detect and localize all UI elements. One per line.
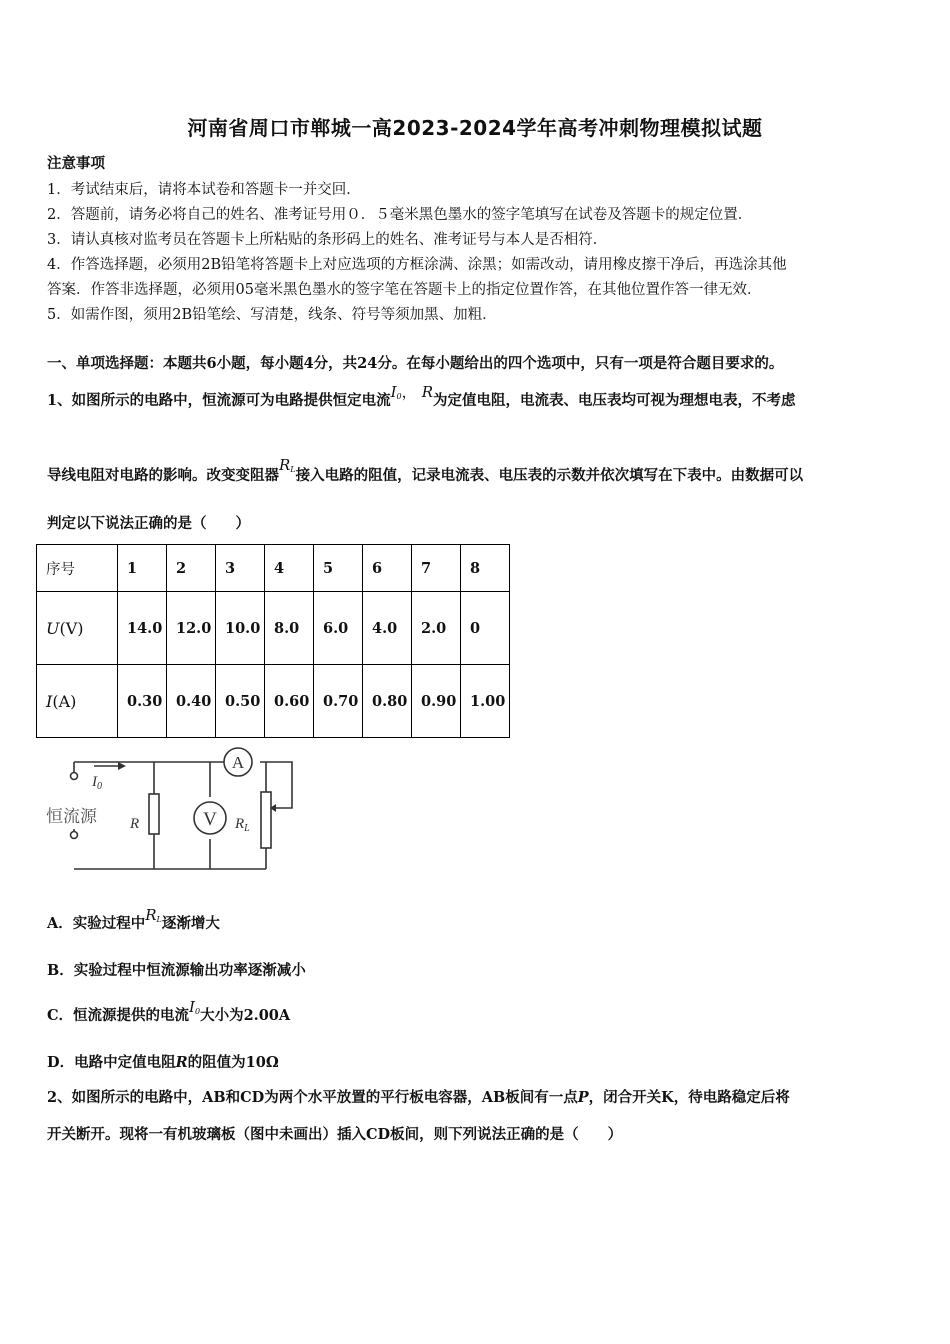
table-cell: 0 xyxy=(461,592,510,665)
q1-text-line1 xyxy=(47,383,796,410)
table-cell: 10.0 xyxy=(216,592,265,665)
resistor-r-shape xyxy=(149,794,159,834)
table-cell: 4.0 xyxy=(363,592,412,665)
table-cell: 0.70 xyxy=(314,665,363,738)
table-cell: 12.0 xyxy=(167,592,216,665)
table-cell: 0.60 xyxy=(265,665,314,738)
q1-text-line2 xyxy=(47,456,804,485)
table-cell: 2 xyxy=(167,545,216,592)
symbol-r: R xyxy=(421,383,433,401)
section-heading: 一、单项选择题：本题共6小题，每小题4分，共24分。在每小题给出的四个选项中，只有一项是符合题目要求的。 xyxy=(47,355,784,372)
option-text: 逐渐增大 xyxy=(161,915,220,932)
option-a xyxy=(47,906,220,933)
notice-item: 4．作答选择题，必须用2B铅笔将答题卡上对应选项的方框涂满、涂黑；如需改动，请用橡皮擦干净后，再选涂其他 xyxy=(47,257,787,273)
option-text: 的阻值为10Ω xyxy=(187,1054,279,1071)
page-title: 河南省周口市郸城一高2023-2024学年高考冲刺物理模拟试题 xyxy=(187,116,763,140)
symbol-rl: $R_L$ xyxy=(279,456,296,474)
label-r: R xyxy=(130,816,140,832)
circuit-diagram xyxy=(40,742,310,877)
table-cell: 1 xyxy=(118,545,167,592)
symbol-r: R xyxy=(175,1054,188,1071)
option-d xyxy=(47,1051,279,1072)
symbol-p: P xyxy=(577,1089,589,1106)
q1-text: 接入电路的阻值，记录电流表、电压表的示数并依次填写在下表中。由数据可以 xyxy=(295,467,804,484)
table-row xyxy=(37,665,510,738)
terminal-top xyxy=(71,773,78,780)
notice-item: 2．答题前，请务必将自己的姓名、准考证号用０．５毫米黑色墨水的签字笔填写在试卷及答题卡的规定位置． xyxy=(47,207,753,223)
table-cell: 14.0 xyxy=(118,592,167,665)
option-b: B．实验过程中恒流源输出功率逐渐减小 xyxy=(47,962,306,979)
q2-text: 2、如图所示的电路中，AB和CD为两个水平放置的平行板电容器，AB板间有一点 xyxy=(47,1089,578,1106)
table-header-cell: 序号 xyxy=(37,545,118,592)
symbol-i0: $I_0$， xyxy=(390,383,417,401)
table-row xyxy=(37,592,510,665)
label-ammeter: A xyxy=(231,753,245,772)
label-voltmeter: V xyxy=(203,809,217,830)
notice-item: 5．如需作图，须用2B铅笔绘、写清楚，线条、符号等须加黑、加粗． xyxy=(47,307,497,323)
option-text: 大小为2.00A xyxy=(200,1007,291,1024)
q1-text: 1、如图所示的电路中，恒流源可为电路提供恒定电流 xyxy=(47,392,391,409)
table-cell: 3 xyxy=(216,545,265,592)
label-rl: $R_L$ xyxy=(235,816,250,834)
notice-heading: 注意事项 xyxy=(47,155,105,172)
table-header-cell: I(A) xyxy=(37,665,118,738)
option-text: D．电路中定值电阻 xyxy=(47,1054,176,1071)
table-cell: 6.0 xyxy=(314,592,363,665)
symbol-rl: $R_L$ xyxy=(145,906,162,924)
table-cell: 5 xyxy=(314,545,363,592)
table-row xyxy=(37,545,510,592)
label-current: $I_0$ xyxy=(92,774,102,792)
q2-text-line1 xyxy=(47,1086,790,1107)
table-cell: 0.50 xyxy=(216,665,265,738)
table-cell: 2.0 xyxy=(412,592,461,665)
table-cell: 6 xyxy=(363,545,412,592)
table-cell: 4 xyxy=(265,545,314,592)
data-table xyxy=(36,544,510,738)
table-cell: 0.30 xyxy=(118,665,167,738)
label-source: 恒流源 xyxy=(46,807,97,827)
q2-text: ，闭合开关K，待电路稳定后将 xyxy=(588,1089,790,1106)
q1-text-line3: 判定以下说法正确的是（ ） xyxy=(47,515,250,532)
q1-text: 为定值电阻，电流表、电压表均可视为理想电表，不考虑 xyxy=(433,392,796,409)
table-cell: 8.0 xyxy=(265,592,314,665)
option-c xyxy=(47,998,291,1025)
q2-text-line2: 开关断开。现将一有机玻璃板（图中未画出）插入CD板间，则下列说法正确的是（ ） xyxy=(47,1126,623,1143)
arrowhead xyxy=(118,762,126,770)
table-header-cell: U(V) xyxy=(37,592,118,665)
table-cell: 0.40 xyxy=(167,665,216,738)
circuit-wire xyxy=(74,762,292,869)
notice-item: 答案．作答非选择题，必须用05毫米黑色墨水的签字笔在答题卡上的指定位置作答，在其他位置作答一律无效． xyxy=(47,282,762,298)
table-cell: 7 xyxy=(412,545,461,592)
table-cell: 1.00 xyxy=(461,665,510,738)
notice-item: 1．考试结束后，请将本试卷和答题卡一并交回． xyxy=(47,182,361,198)
notice-item: 3．请认真核对监考员在答题卡上所粘贴的条形码上的姓名、准考证号与本人是否相符． xyxy=(47,232,608,248)
option-text: C．恒流源提供的电流 xyxy=(47,1007,190,1024)
rheostat-shape xyxy=(261,792,271,848)
symbol-i0: $I_0$ xyxy=(189,998,201,1016)
table-cell: 8 xyxy=(461,545,510,592)
table-cell: 0.90 xyxy=(412,665,461,738)
q1-text: 导线电阻对电路的影响。改变变阻器 xyxy=(47,467,279,484)
option-text: A．实验过程中 xyxy=(47,915,146,932)
terminal-bottom xyxy=(71,832,78,839)
table-cell: 0.80 xyxy=(363,665,412,738)
